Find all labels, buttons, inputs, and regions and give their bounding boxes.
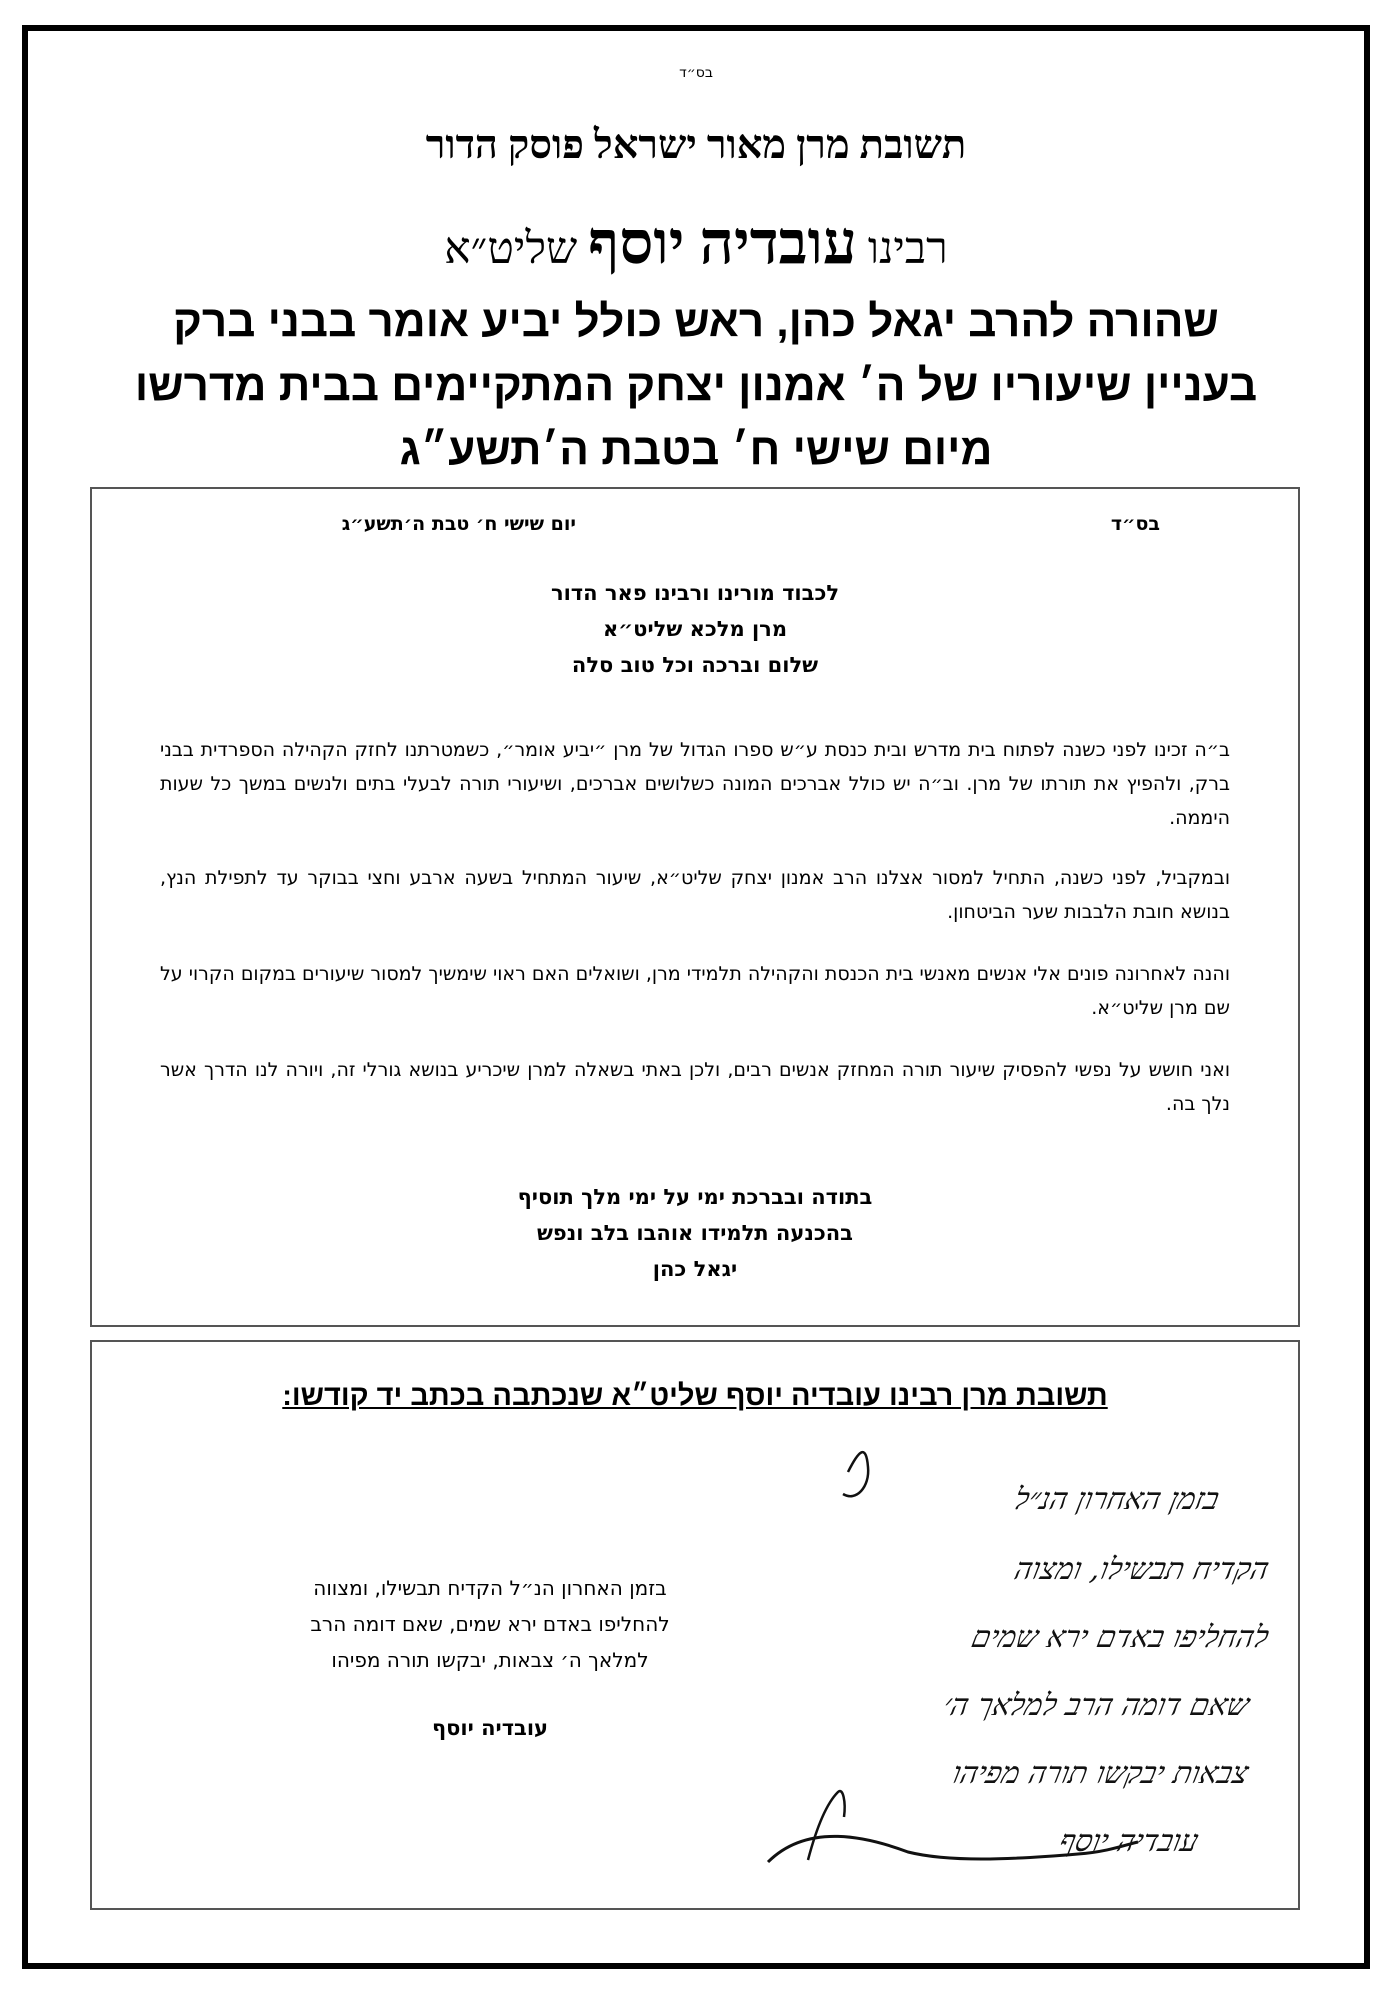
reply-box — [90, 1340, 1300, 1910]
question-letter-box — [90, 487, 1300, 1327]
header-rabbeinu: רבינו — [867, 224, 948, 273]
letter-paragraph: ובמקביל, לפני כשנה, התחיל למסור אצלנו הרב אמנון יצחק שליט״א, שיעור המתחיל בשעה ארבע וחצי בבוקר עד לתפילת הנץ, בנושא חובת הלבבות שער הביטחון. — [160, 867, 1230, 923]
top-bsd: בס״ד — [679, 65, 713, 81]
typed-reply-line: למלאך ה׳ צבאות, יבקשו תורה מפיהו — [331, 1648, 649, 1672]
header-shlita: שליט״א — [444, 224, 578, 273]
typed-signature: עובדיה יוסף — [431, 1716, 549, 1740]
header-rabbi-name: עובדיה יוסף — [588, 210, 857, 276]
typed-reply — [240, 1570, 740, 1678]
handwritten-reply — [748, 1442, 1288, 1882]
salutation-line: לכבוד מורינו ורבינו פאר הדור — [550, 581, 840, 605]
header-line-4: בעניין שיעוריו של ה׳ אמנון יצחק המתקיימים בבית מדרשו — [134, 361, 1258, 410]
letter-bsd: בס״ד — [1110, 513, 1160, 535]
handwritten-line: שאם דומה הרב למלאך ה׳ — [939, 1688, 1252, 1723]
handwritten-line: צבאות יבקשו תורה מפיהו — [949, 1756, 1252, 1791]
typed-reply-line: להחליפו באדם ירא שמים, שאם דומה הרב — [310, 1612, 670, 1636]
header-line-5: מיום שישי ח׳ בטבת ה׳תשע״ג — [399, 425, 993, 474]
signature-flourish — [748, 1442, 1288, 1882]
letter-signature: יגאל כהן — [652, 1257, 738, 1281]
letter-paragraph: ואני חושש על נפשי להפסיק שיעור תורה המחזק אנשים רבים, ולכן באתי בשאלה למרן שיכריע בנושא גורלי זה, ויורה לנו הדרך אשר נלך בה. — [160, 1059, 1230, 1115]
header-line-1: תשובת מרן מאור ישראל פוסק הדור — [425, 122, 967, 167]
letter-closing — [92, 1179, 1298, 1287]
letter-paragraph: ב״ה זכינו לפני כשנה לפתוח בית מדרש ובית כנסת ע״ש ספרו הגדול של מרן ״יביע אומר״, כשמטרתנו לחזק הקהילה הספרדית בבני ברק, ולהפיץ את תורתו של מרן. וב״ה יש כולל אברכים המונה כשלושים אברכים, ושיעורי תורה לבעלי בתים ולנשים במשך כל שעות היממה. — [160, 739, 1230, 829]
letter-date: יום שישי ח׳ טבת ה׳תשע״ג — [341, 513, 576, 535]
closing-line: בהכנעה תלמידו אוהבו בלב ונפש — [536, 1221, 853, 1245]
reply-title: תשובת מרן רבינו עובדיה יוסף שליט״א שנכתבה בכתב יד קודשו: — [282, 1380, 1108, 1412]
header-line-2 — [28, 209, 1364, 278]
typed-reply-line: בזמן האחרון הנ״ל הקדיח תבשילו, ומצווה — [313, 1576, 667, 1600]
salutation-line: מרן מלכא שליט״א — [602, 617, 788, 641]
handwritten-signature: עובדיה יוסף — [1056, 1824, 1202, 1859]
handwritten-line: להחליפו באדם ירא שמים — [968, 1620, 1272, 1655]
salutation-line: שלום וברכה וכל טוב סלה — [571, 653, 819, 677]
handwritten-line: הקדיח תבשילו, ומצוה — [1010, 1552, 1272, 1587]
handwritten-line: בזמן האחרון הנ״ל — [1010, 1482, 1222, 1517]
header-line-3: שהורה להרב יגאל כהן, ראש כולל יביע אומר בבני ברק — [173, 297, 1219, 346]
letter-paragraph: והנה לאחרונה פונים אלי אנשים מאנשי בית הכנסת והקהילה תלמידי מרן, ושואלים האם ראוי שימשיך למסור שיעורים במקום הקרוי על שם מרן שליט״א. — [160, 963, 1230, 1019]
closing-line: בתודה ובברכת ימי על ימי מלך תוסיף — [517, 1185, 873, 1209]
letter-salutation — [92, 575, 1298, 683]
